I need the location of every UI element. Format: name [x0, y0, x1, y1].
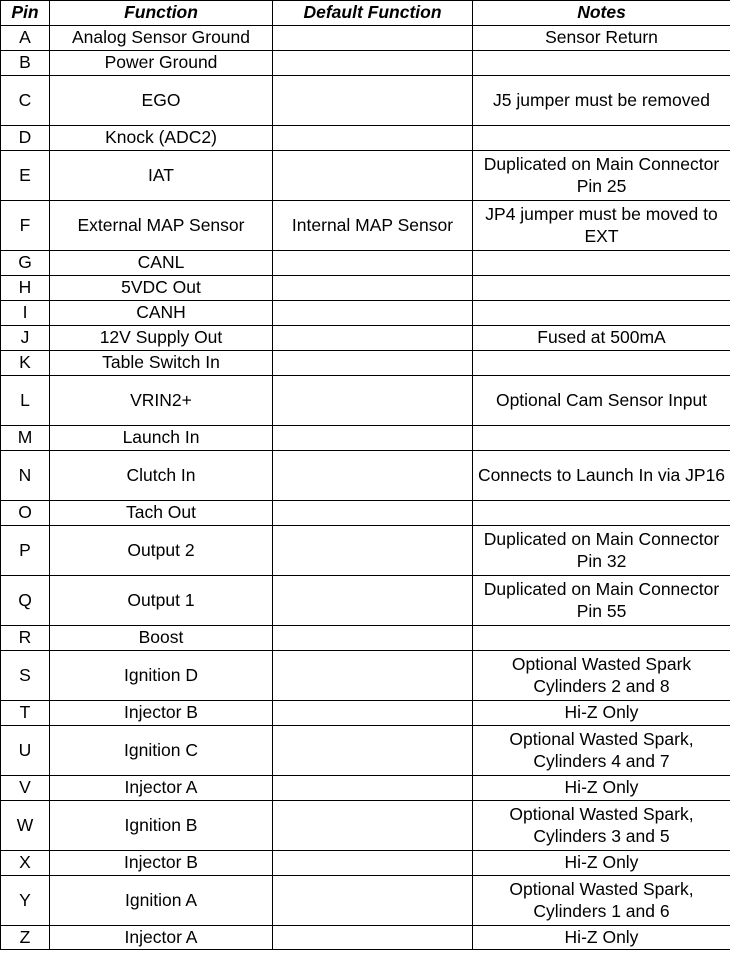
function-cell: Knock (ADC2)	[50, 126, 273, 151]
default-function-cell	[273, 326, 473, 351]
notes-cell: Connects to Launch In via JP16	[473, 451, 730, 501]
notes-cell: Hi-Z Only	[473, 776, 730, 801]
header-pin: Pin	[1, 1, 50, 26]
function-cell: VRIN2+	[50, 376, 273, 426]
notes-cell: Optional Wasted Spark Cylinders 2 and 8	[473, 651, 730, 701]
notes-cell: Optional Wasted Spark, Cylinders 1 and 6	[473, 876, 730, 926]
notes-cell: Optional Cam Sensor Input	[473, 376, 730, 426]
default-function-cell	[273, 576, 473, 626]
notes-cell	[473, 251, 730, 276]
function-cell: Ignition C	[50, 726, 273, 776]
default-function-cell	[273, 451, 473, 501]
notes-cell	[473, 351, 730, 376]
table-row	[1, 451, 730, 501]
header-notes: Notes	[473, 1, 730, 26]
pin-cell: F	[1, 201, 50, 251]
table-row	[1, 376, 730, 426]
default-function-cell	[273, 726, 473, 776]
notes-cell	[473, 126, 730, 151]
function-cell: IAT	[50, 151, 273, 201]
table-row	[1, 651, 730, 701]
pin-cell: P	[1, 526, 50, 576]
function-cell: Ignition D	[50, 651, 273, 701]
pin-cell: U	[1, 726, 50, 776]
pin-cell: Z	[1, 926, 50, 950]
default-function-cell	[273, 626, 473, 651]
function-cell: Analog Sensor Ground	[50, 26, 273, 51]
table-row	[1, 326, 730, 351]
function-cell: Output 2	[50, 526, 273, 576]
table-row	[1, 151, 730, 201]
table-row	[1, 76, 730, 126]
notes-cell: Duplicated on Main Connector Pin 32	[473, 526, 730, 576]
pin-cell: K	[1, 351, 50, 376]
function-cell: External MAP Sensor	[50, 201, 273, 251]
table-row	[1, 501, 730, 526]
function-cell: CANH	[50, 301, 273, 326]
default-function-cell	[273, 276, 473, 301]
function-cell: Injector B	[50, 701, 273, 726]
function-cell: Injector B	[50, 851, 273, 876]
table-row	[1, 776, 730, 801]
pin-cell: J	[1, 326, 50, 351]
pin-cell: H	[1, 276, 50, 301]
default-function-cell	[273, 351, 473, 376]
notes-cell: J5 jumper must be removed	[473, 76, 730, 126]
default-function-cell	[273, 876, 473, 926]
function-cell: Table Switch In	[50, 351, 273, 376]
pin-cell: B	[1, 51, 50, 76]
pin-cell: G	[1, 251, 50, 276]
function-cell: Injector A	[50, 926, 273, 950]
table-row	[1, 626, 730, 651]
table-row	[1, 851, 730, 876]
header-default-function: Default Function	[273, 1, 473, 26]
table-row	[1, 51, 730, 76]
pin-cell: Y	[1, 876, 50, 926]
pin-cell: N	[1, 451, 50, 501]
function-cell: Injector A	[50, 776, 273, 801]
pin-cell: L	[1, 376, 50, 426]
notes-cell	[473, 276, 730, 301]
default-function-cell	[273, 151, 473, 201]
table-row	[1, 126, 730, 151]
notes-cell	[473, 301, 730, 326]
notes-cell: Optional Wasted Spark, Cylinders 4 and 7	[473, 726, 730, 776]
pin-cell: D	[1, 126, 50, 151]
notes-cell: Hi-Z Only	[473, 701, 730, 726]
notes-cell: Sensor Return	[473, 26, 730, 51]
function-cell: Power Ground	[50, 51, 273, 76]
function-cell: Ignition A	[50, 876, 273, 926]
function-cell: EGO	[50, 76, 273, 126]
pin-cell: X	[1, 851, 50, 876]
table-row	[1, 801, 730, 851]
default-function-cell	[273, 651, 473, 701]
pin-cell: A	[1, 26, 50, 51]
table-row	[1, 926, 730, 950]
table-row	[1, 576, 730, 626]
function-cell: 5VDC Out	[50, 276, 273, 301]
notes-cell: Duplicated on Main Connector Pin 25	[473, 151, 730, 201]
default-function-cell	[273, 426, 473, 451]
table-row	[1, 526, 730, 576]
function-cell: Output 1	[50, 576, 273, 626]
table-row	[1, 26, 730, 51]
pin-cell: W	[1, 801, 50, 851]
pin-cell: E	[1, 151, 50, 201]
function-cell: Tach Out	[50, 501, 273, 526]
notes-cell: JP4 jumper must be moved to EXT	[473, 201, 730, 251]
function-cell: CANL	[50, 251, 273, 276]
table-row	[1, 426, 730, 451]
table-row	[1, 301, 730, 326]
default-function-cell	[273, 376, 473, 426]
default-function-cell	[273, 501, 473, 526]
pin-cell: O	[1, 501, 50, 526]
table-row	[1, 726, 730, 776]
default-function-cell	[273, 76, 473, 126]
table-row	[1, 876, 730, 926]
notes-cell	[473, 426, 730, 451]
pin-cell: C	[1, 76, 50, 126]
default-function-cell	[273, 851, 473, 876]
function-cell: Clutch In	[50, 451, 273, 501]
default-function-cell	[273, 126, 473, 151]
notes-cell	[473, 501, 730, 526]
default-function-cell	[273, 526, 473, 576]
header-row	[1, 1, 730, 26]
notes-cell	[473, 626, 730, 651]
pin-cell: T	[1, 701, 50, 726]
header-function: Function	[50, 1, 273, 26]
default-function-cell	[273, 926, 473, 950]
pin-cell: S	[1, 651, 50, 701]
table-row	[1, 351, 730, 376]
function-cell: Ignition B	[50, 801, 273, 851]
table-row	[1, 251, 730, 276]
function-cell: Launch In	[50, 426, 273, 451]
table-row	[1, 276, 730, 301]
default-function-cell	[273, 776, 473, 801]
default-function-cell	[273, 51, 473, 76]
default-function-cell	[273, 26, 473, 51]
default-function-cell: Internal MAP Sensor	[273, 201, 473, 251]
default-function-cell	[273, 251, 473, 276]
function-cell: Boost	[50, 626, 273, 651]
default-function-cell	[273, 301, 473, 326]
pin-cell: M	[1, 426, 50, 451]
default-function-cell	[273, 701, 473, 726]
default-function-cell	[273, 801, 473, 851]
notes-cell: Optional Wasted Spark, Cylinders 3 and 5	[473, 801, 730, 851]
notes-cell: Fused at 500mA	[473, 326, 730, 351]
pin-cell: Q	[1, 576, 50, 626]
notes-cell: Hi-Z Only	[473, 926, 730, 950]
table-row	[1, 701, 730, 726]
notes-cell: Duplicated on Main Connector Pin 55	[473, 576, 730, 626]
pin-cell: R	[1, 626, 50, 651]
pin-cell: I	[1, 301, 50, 326]
pin-cell: V	[1, 776, 50, 801]
table-row	[1, 201, 730, 251]
notes-cell	[473, 51, 730, 76]
notes-cell: Hi-Z Only	[473, 851, 730, 876]
function-cell: 12V Supply Out	[50, 326, 273, 351]
